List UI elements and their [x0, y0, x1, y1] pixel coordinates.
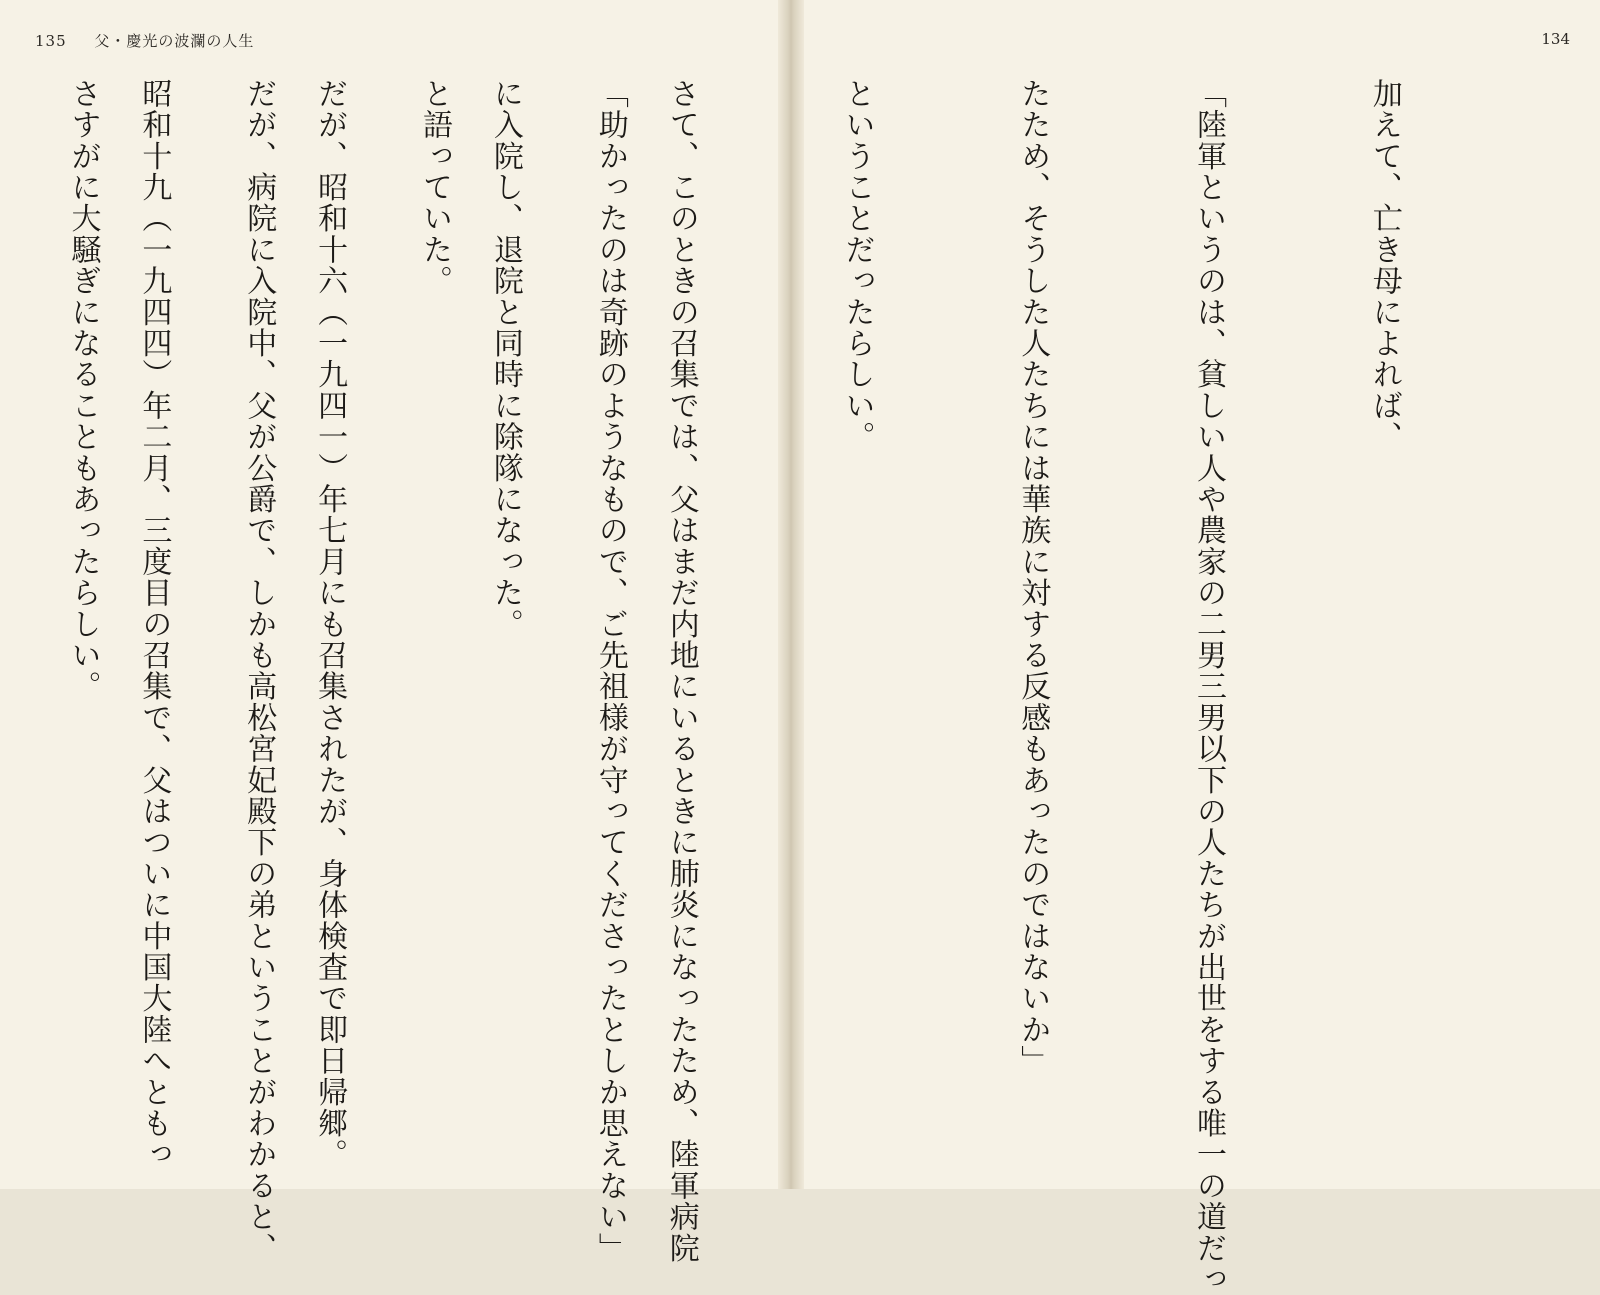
text-line: 加えて、亡き母によれば、 [1366, 78, 1402, 453]
text-line: と語っていた。 [417, 78, 453, 297]
text-line: だが、昭和十六（一九四一）年七月にも召集されたが、身体検査で即日帰郷。 [312, 78, 348, 1170]
text-line: 「陸軍というのは、貧しい人や農家の二男三男以下の人たちが出世をする唯一の道だっ [1191, 78, 1227, 1295]
page-number-right: 134 [1541, 30, 1570, 48]
text-line: だが、病院に入院中、父が公爵で、しかも高松宮妃殿下の弟ということがわかると、 [241, 78, 277, 1264]
text-line: 「助かったのは奇跡のようなもので、ご先祖様が守ってくださったとしか思えない」 [592, 78, 628, 1264]
text-line: 昭和十九（一九四四）年二月、三度目の召集で、父はついに中国大陸へともっ [136, 78, 172, 1170]
text-line: さて、このときの召集では、父はまだ内地にいるときに肺炎になったため、陸軍病院 [663, 78, 699, 1264]
text-line: に入院し、退院と同時に除隊になった。 [487, 78, 523, 640]
text-line [0, 78, 7, 1149]
running-title: 父・慶光の波瀾の人生 [94, 32, 255, 50]
page-number-left: 135 [35, 32, 67, 50]
text-line: さすがに大騒ぎになることもあったらしい。 [65, 78, 101, 702]
running-head [35, 30, 254, 51]
text-line: ということだったらしい。 [839, 78, 875, 453]
text-line: たため、そうした人たちには華族に対する反感もあったのではないか」 [1015, 78, 1051, 1077]
